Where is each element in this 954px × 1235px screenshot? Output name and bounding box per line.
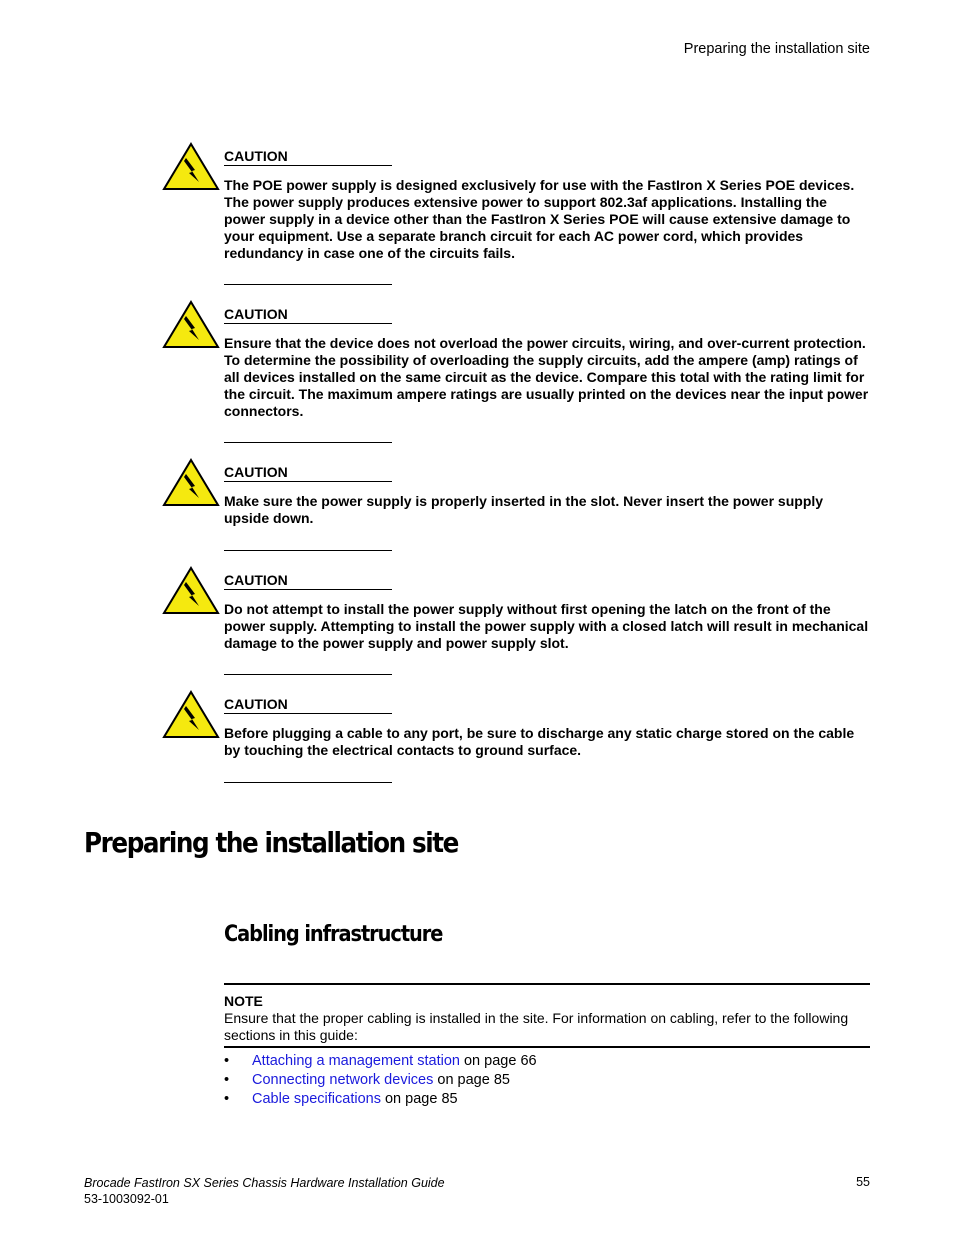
- link-connecting-network-devices[interactable]: Connecting network devices: [252, 1072, 434, 1088]
- caution-label: CAUTION: [224, 306, 288, 322]
- caution-end-rule: [224, 442, 392, 443]
- list-item: [224, 1090, 537, 1109]
- footer: [84, 1175, 445, 1207]
- caution-label: CAUTION: [224, 696, 288, 712]
- caution-rule: [224, 713, 392, 714]
- caution-rule: [224, 323, 392, 324]
- link-cable-specifications[interactable]: Cable specifications: [252, 1091, 381, 1107]
- caution-text: Make sure the power supply is properly inserted in the slot. Never insert the power supply upside down.: [224, 493, 824, 526]
- caution-end-rule: [224, 550, 392, 551]
- caution-label: CAUTION: [224, 148, 288, 164]
- warning-icon: [162, 690, 220, 740]
- footer-doc-number: 53-1003092-01: [84, 1192, 169, 1206]
- caution-text: The POE power supply is designed exclusively for use with the FastIron X Series POE devices. The power supply produces extensive power to support 802.3af applications. Installing the power supply in a device other than the FastIron X Series POE will cause extensive damage to your equipment. Use a separate branch circuit for each AC power cord, which provides redundancy in case one of the circuits fails.: [224, 177, 855, 261]
- caution-label: CAUTION: [224, 464, 288, 480]
- list-item: [224, 1052, 537, 1071]
- page-reference: on page 85: [433, 1072, 510, 1088]
- caution-text: Ensure that the device does not overload the power circuits, wiring, and over-current protection. To determine the possibility of overloading the supply circuits, add the ampere (amp) ratings of all devices installed on the same circuit as the device. Compare this total with the rating limit for the circuit. The maximum ampere ratings are usually printed on the devices near the input power connectors.: [224, 335, 869, 419]
- caution-rule: [224, 589, 392, 590]
- caution-text: Do not attempt to install the power supply without first opening the latch on the front of the power supply. Attempting to install the power supply with a closed latch will result in mechanical damage to the power supply and power supply slot.: [224, 601, 869, 651]
- section-heading: Preparing the installation site: [84, 826, 458, 859]
- caution-end-rule: [224, 284, 392, 285]
- caution-end-rule: [224, 674, 392, 675]
- caution-label: CAUTION: [224, 572, 288, 588]
- warning-icon: [162, 458, 220, 508]
- caution-end-rule: [224, 782, 392, 783]
- page-number: 55: [856, 1175, 870, 1189]
- bullet: •: [224, 1053, 230, 1069]
- caution-rule: [224, 481, 392, 482]
- reference-list: [224, 1052, 537, 1109]
- note-box: [224, 983, 870, 1048]
- page-reference: on page 66: [459, 1053, 537, 1069]
- subsection-heading: Cabling infrastructure: [224, 922, 443, 947]
- list-item: [224, 1071, 537, 1090]
- bullet: •: [224, 1091, 230, 1107]
- running-header: Preparing the installation site: [683, 41, 870, 57]
- link-attaching-management-station[interactable]: Attaching a management station: [252, 1053, 460, 1069]
- warning-icon: [162, 566, 220, 616]
- warning-icon: [162, 142, 220, 192]
- footer-doc-title: Brocade FastIron SX Series Chassis Hardware Installation Guide: [84, 1176, 445, 1190]
- note-label: NOTE: [224, 993, 263, 1009]
- note-text: Ensure that the proper cabling is installed in the site. For information on cabling, refer to the following sections in this guide:: [224, 1010, 849, 1043]
- page-reference: on page 85: [380, 1091, 458, 1107]
- warning-icon: [162, 300, 220, 350]
- caution-text: Before plugging a cable to any port, be sure to discharge any static charge stored on the cable by touching the electrical contacts to ground surface.: [224, 725, 855, 758]
- caution-rule: [224, 165, 392, 166]
- bullet: •: [224, 1072, 230, 1088]
